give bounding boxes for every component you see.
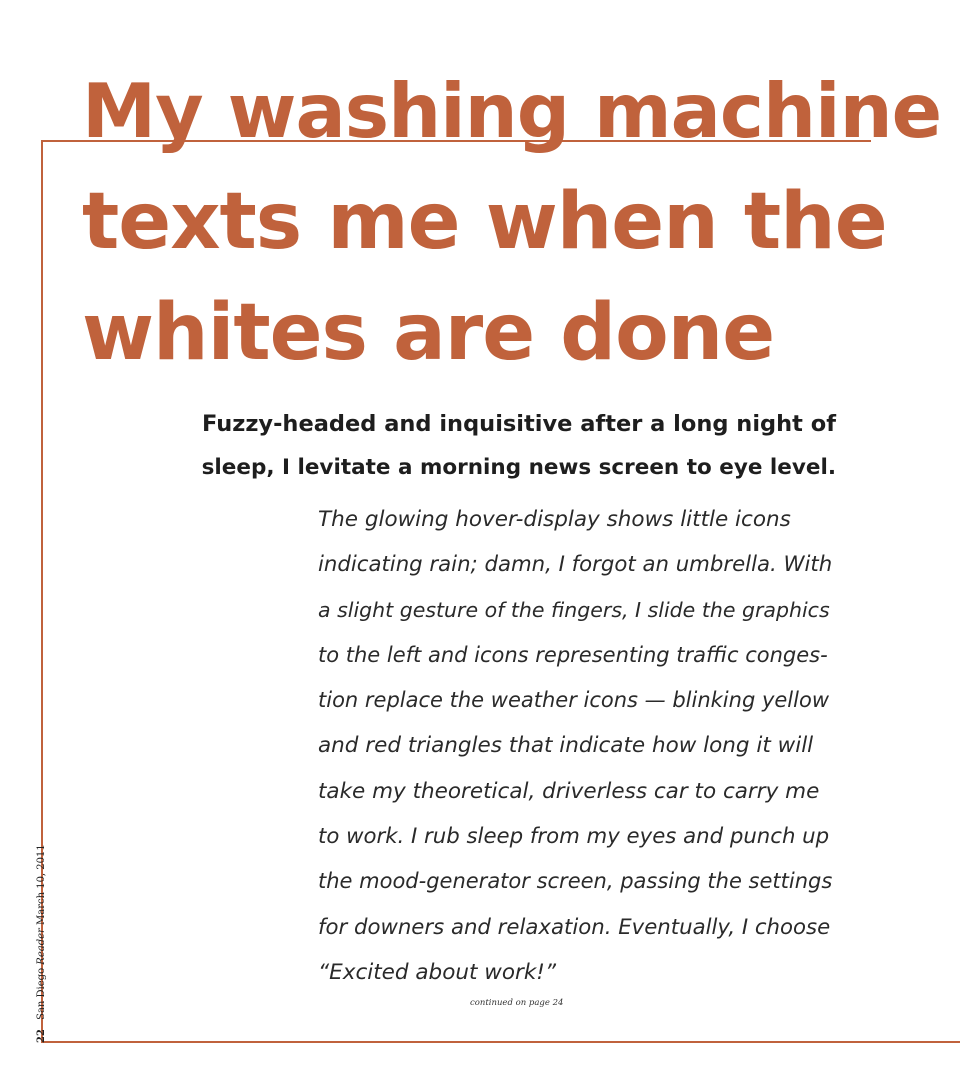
body-line: a slight gesture of the fingers, I slide the graphics <box>318 597 830 622</box>
deck <box>196 402 836 490</box>
headline-line: whites are done <box>82 288 775 378</box>
page-number: 22 <box>36 1029 47 1043</box>
body-line: to the left and icons representing traffic conges- <box>318 642 828 667</box>
body-line: The glowing hover-display shows little icons <box>318 507 791 532</box>
deck-line: Fuzzy-headed and inquisitive after a long night of <box>201 411 836 437</box>
body-line: “Excited about work!” <box>318 959 557 985</box>
body-line: and red triangles that indicate how long it will <box>318 733 814 759</box>
deck-line: sleep, I levitate a morning news screen to eye level. <box>201 455 836 480</box>
continued-note: continued on page 24 <box>470 998 564 1008</box>
body-line: for downers and relaxation. Eventually, I choose <box>318 914 831 940</box>
body-line: take my theoretical, driverless car to carry me <box>318 778 820 804</box>
publication-name-italic: Reader <box>36 928 47 965</box>
publication-name: San Diego <box>36 967 47 1020</box>
body-text <box>318 497 832 995</box>
body-line: tion replace the weather icons — blinking yellow <box>318 688 829 713</box>
headline-line: texts me when the <box>82 177 887 267</box>
body-line: indicating rain; damn, I forgot an umbrella. With <box>318 552 833 578</box>
body-line: to work. I rub sleep from my eyes and punch up <box>318 824 830 850</box>
issue-date: March 10, 2011 <box>36 844 47 925</box>
headline-line: My washing machine <box>82 68 942 155</box>
frame-bottom-rule <box>41 1041 960 1043</box>
body-line: the mood-generator screen, passing the settings <box>318 869 833 894</box>
headline <box>82 56 942 389</box>
folio <box>36 844 47 1043</box>
